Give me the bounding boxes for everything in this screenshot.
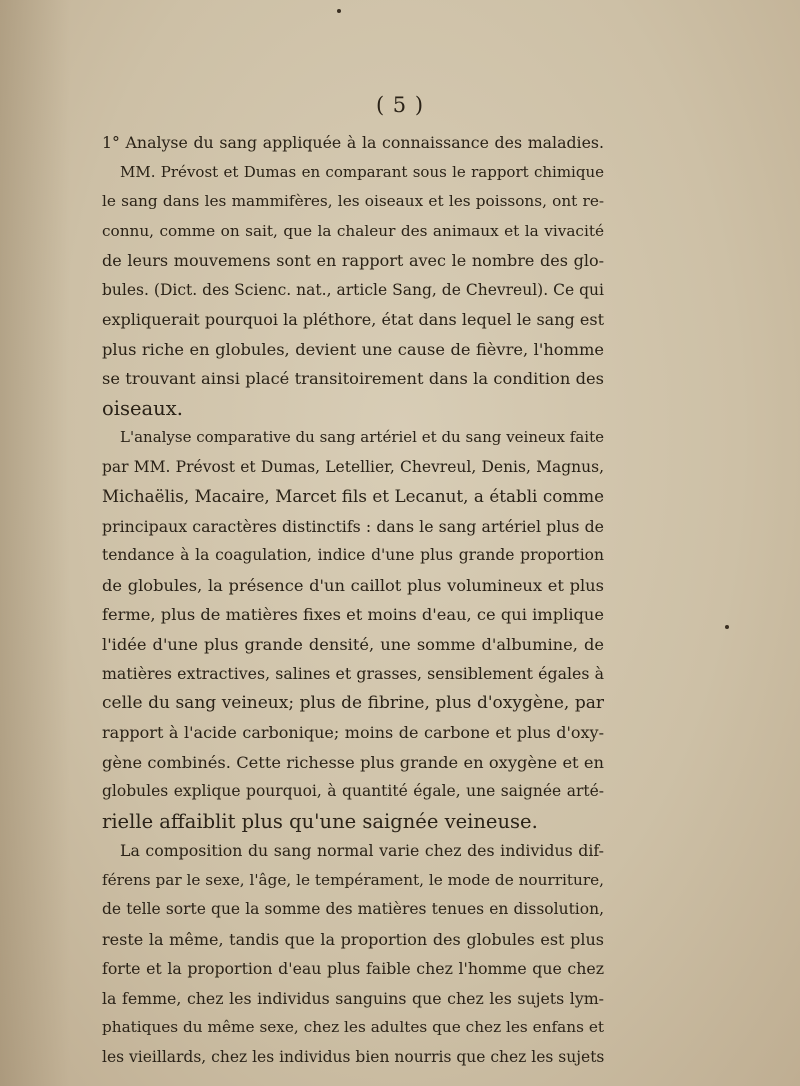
text-line: gène combinés. Cette richesse plus grande en oxygène et en	[102, 752, 604, 772]
text-line: principaux caractères distinctifs : dans le sang artériel plus de	[102, 516, 604, 536]
text-line: rielle affaiblit plus qu'une saignée veineuse.	[102, 809, 538, 833]
text-line: la femme, chez les individus sanguins que chez les sujets lym-	[102, 988, 604, 1008]
text-line: plus riche en globules, devient une cause de fièvre, l'homme	[102, 339, 604, 359]
text-line: bules. (Dict. des Scienc. nat., article Sang, de Chevreul). Ce qui	[102, 280, 604, 299]
text-line: oiseaux.	[102, 396, 183, 420]
text-line: reste la même, tandis que la proportion des globules est plus	[102, 929, 604, 949]
text-line: ferme, plus de matières fixes et moins d'eau, ce qui implique	[102, 605, 604, 624]
text-line: L'analyse comparative du sang artériel et du sang veineux faite	[120, 428, 604, 446]
text-line: 1° Analyse du sang appliquée à la connaissance des maladies.	[102, 133, 604, 152]
text-line: de leurs mouvemens sont en rapport avec le nombre des glo-	[102, 251, 604, 270]
text-line: rapport à l'acide carbonique; moins de carbone et plus d'oxy-	[102, 723, 604, 742]
text-line: connu, comme on sait, que la chaleur des animaux et la vivacité	[102, 221, 604, 240]
text-line: par MM. Prévost et Dumas, Letellier, Chevreul, Denis, Magnus,	[102, 457, 604, 476]
page-number: ( 5 )	[375, 93, 425, 117]
text-line: phatiques du même sexe, chez les adultes que chez les enfans et	[102, 1018, 604, 1036]
paper-speck	[337, 9, 341, 13]
text-line: celle du sang veineux; plus de fibrine, plus d'oxygène, par	[102, 692, 604, 713]
text-line: expliquerait pourquoi la pléthore, état dans lequel le sang est	[102, 310, 604, 329]
text-line: le sang dans les mammifères, les oiseaux et les poissons, ont re-	[102, 192, 604, 210]
text-line: l'idée d'une plus grande densité, une somme d'albumine, de	[102, 634, 604, 654]
page-gutter-shadow	[0, 0, 70, 1086]
text-line: globules explique pourquoi, à quantité égale, une saignée arté-	[102, 782, 604, 800]
body-text	[102, 128, 604, 1072]
text-line: les vieillards, chez les individus bien nourris que chez les sujets	[102, 1047, 605, 1066]
text-line: se trouvant ainsi placé transitoirement dans la condition des	[102, 369, 604, 388]
paper-speck	[725, 625, 729, 629]
text-line: matières extractives, salines et grasses, sensiblement égales à	[102, 664, 604, 683]
text-line: La composition du sang normal varie chez des individus dif-	[120, 841, 604, 860]
text-line: férens par le sexe, l'âge, le tempérament, le mode de nourriture,	[102, 870, 604, 889]
text-line: forte et la proportion d'eau plus faible chez l'homme que chez	[102, 959, 604, 978]
text-line: tendance à la coagulation, indice d'une plus grande proportion	[102, 546, 604, 564]
text-line: de globules, la présence d'un caillot plus volumineux et plus	[102, 575, 604, 595]
text-line: Michaëlis, Macaire, Marcet fils et Lecanut, a établi comme	[102, 486, 604, 506]
text-line: MM. Prévost et Dumas en comparant sous le rapport chimique	[120, 162, 604, 181]
text-line: de telle sorte que la somme des matières tenues en dissolution,	[102, 900, 604, 918]
